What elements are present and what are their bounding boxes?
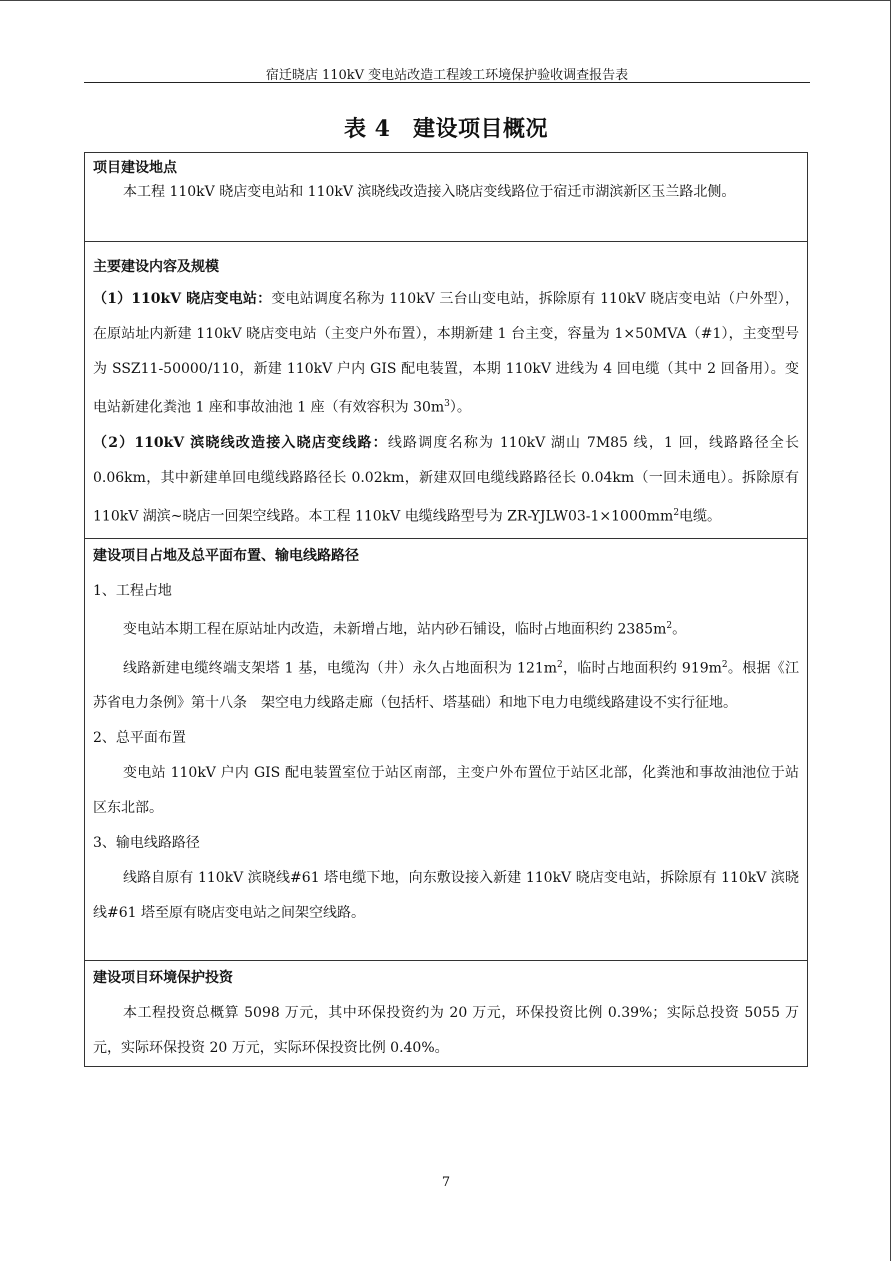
superscript: 2 [721, 659, 728, 670]
section-heading: 主要建设内容及规模 [93, 259, 219, 275]
item-2-label: （2）110kV 滨晓线改造接入晓店变线路： [93, 434, 388, 451]
item-1-text: 变电站调度名称为 110kV 三台山变电站，拆除原有 110kV 晓店变电站（户外型），在原站址内新建 110kV 晓店变电站（主变户外布置），本期新建 1 台主变，容量为 1×50MVA（#1），主变型号为 SSZ11-50000/110，新建 110kV 户内 GIS 配电装置，本期 110kV 进线为 4 回电缆（其中 2 回备用）。变电站新建化粪池 1 座和事故油池 1 座（有效容积为 30m [93, 291, 800, 416]
item-2-text: 线路调度名称为 110kV 湖山 7M85 线，1 回，线路路径全长 0.06km，其中新建单回电缆线路路径长 0.02km，新建双回电缆线路路径长 0.04km（一回未通电）。拆除原有 110kV 湖滨~晓店一回架空线路。本工程 110kV 电缆线路型号为 ZR-YJLW03-1×1000mm [93, 434, 799, 525]
text-run: 。 [672, 621, 687, 638]
text-run: 。根据《江苏省电力条例》第十八条 架空电力线路走廊（包括杆、塔基础）和地下电力电缆线路建设不实行征地。 [93, 660, 799, 712]
land-station-paragraph [93, 609, 799, 648]
subsection-heading: 2、总平面布置 [93, 730, 186, 747]
item-1-label: （1）110kV 晓店变电站： [93, 291, 272, 307]
page-header: 宿迁晓店 110kV 变电站改造工程竣工环境保护验收调查报告表 [265, 68, 629, 83]
superscript: 2 [666, 621, 673, 631]
investment-paragraph: 本工程投资总概算 5098 万元，其中环保投资约为 20 万元，环保投资比例 0.39%；实际总投资 5055 万元，实际环保投资 20 万元，实际环保投资比例 0.40%。 [93, 1005, 799, 1056]
superscript: 3 [444, 399, 450, 409]
section-heading: 项目建设地点 [93, 160, 177, 176]
land-line-paragraph [93, 648, 799, 722]
page-title: 表 4 建设项目概况 [344, 116, 548, 142]
subsection-heading: 1、工程占地 [93, 583, 172, 599]
section-layout [85, 538, 807, 960]
superscript: 2 [557, 659, 563, 670]
header-rule [84, 82, 810, 83]
item-1-text-end: ）。 [449, 399, 471, 416]
section-heading: 建设项目环境保护投资 [93, 970, 233, 986]
plan-paragraph: 变电站 110kV 户内 GIS 配电装置室位于站区南部，主变户外布置位于站区北部，化粪池和事故油池位于站区东北部。 [93, 765, 799, 817]
subsection-heading: 3、输电线路路径 [93, 835, 200, 852]
item-2-text-end: 电缆。 [679, 508, 722, 525]
section-heading: 建设项目占地及总平面布置、输电线路路径 [93, 548, 359, 564]
page-number: 7 [441, 1175, 451, 1190]
text-run: ，临时占地面积约 919m [562, 660, 722, 677]
section-investment [85, 960, 807, 1066]
route-paragraph: 线路自原有 110kV 滨晓线#61 塔电缆下地，向东敷设接入新建 110kV 晓店变电站，拆除原有 110kV 滨晓线#61 塔至原有晓店变电站之间架空线路。 [93, 870, 799, 922]
overview-table [84, 152, 808, 1067]
text-run: 变电站本期工程在原站址内改造，未新增占地，站内砂石铺设，临时占地面积约 2385m [123, 621, 667, 638]
section-location [85, 153, 807, 241]
location-paragraph: 本工程 110kV 晓店变电站和 110kV 滨晓线改造接入晓店变线路位于宿迁市湖滨新区玉兰路北侧。 [123, 184, 736, 200]
superscript: 2 [673, 507, 680, 518]
item-1-paragraph [93, 282, 799, 426]
item-2-paragraph [93, 426, 799, 535]
text-run: 线路新建电缆终端支架塔 1 基，电缆沟（井）永久占地面积为 121m [123, 660, 558, 677]
section-content [85, 241, 807, 538]
